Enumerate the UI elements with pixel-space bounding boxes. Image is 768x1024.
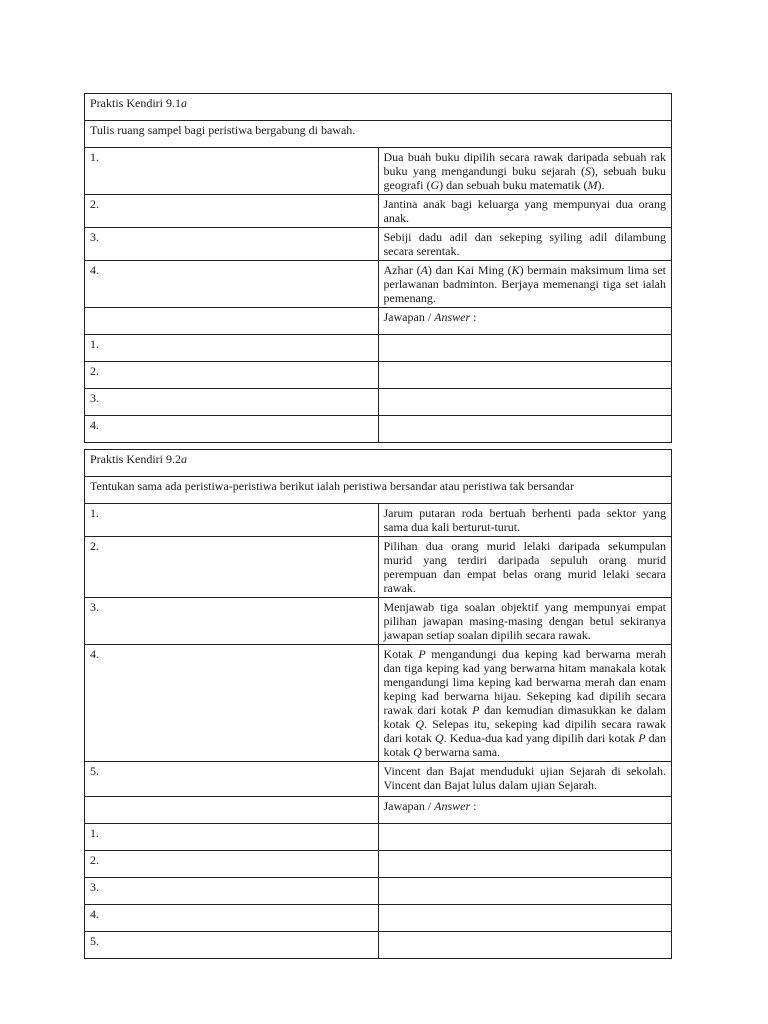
question-text	[378, 228, 672, 261]
question-text-run: ) bermain maksimum lima set perlawanan badminton. Berjaya memenangi tiga set ialah pemenang.	[383, 263, 666, 305]
question-text-run: Jantina anak bagi keluarga yang mempunyai dua orang anak.	[383, 197, 666, 225]
variable-letter: P	[638, 731, 646, 745]
worksheet-title-row	[85, 450, 672, 477]
answer-number: 4.	[85, 905, 379, 932]
question-number: 4.	[85, 645, 379, 762]
question-text	[378, 645, 672, 762]
question-text-run: ) dan Kai Ming (	[427, 263, 512, 277]
variable-letter: G	[430, 178, 440, 192]
variable-letter: A	[420, 263, 428, 277]
question-text	[378, 598, 672, 645]
answer-header-row	[85, 308, 672, 335]
question-number: 1.	[85, 148, 379, 195]
answer-row	[85, 335, 672, 362]
question-text-run: Azhar (	[383, 263, 421, 277]
worksheet-9-1a-table	[84, 93, 672, 443]
answer-label-en: Answer	[434, 799, 471, 813]
question-text-run: ) dan sebuah buku matematik (	[439, 178, 588, 192]
worksheet-title-suffix: a	[181, 452, 187, 466]
question-text-run: Kotak	[383, 647, 419, 661]
answer-space[interactable]	[378, 851, 672, 878]
question-text-run: ).	[597, 178, 605, 192]
question-number: 5.	[85, 762, 379, 797]
question-text-run: . Kedua-dua kad yang dipilih dari kotak	[443, 731, 639, 745]
question-text	[378, 195, 672, 228]
answer-label-ms: Jawapan /	[383, 799, 435, 813]
answer-row	[85, 878, 672, 905]
question-text-run: . Selepas itu, sekeping kad dipilih secara rawak dari kotak	[383, 717, 666, 745]
question-text-run: Vincent dan Bajat menduduki ujian Sejarah di sekolah. Vincent dan Bajat lulus dalam ujian Sejarah.	[383, 764, 666, 792]
question-text-run: berwarna sama.	[421, 745, 501, 759]
question-number: 2.	[85, 537, 379, 598]
question-text-run: Jarum putaran roda bertuah berhenti pada sektor yang sama dua kali berturut-turut.	[383, 506, 666, 534]
answer-space[interactable]	[378, 416, 672, 443]
answer-label	[378, 308, 672, 335]
answer-label	[378, 797, 672, 824]
answer-space[interactable]	[378, 905, 672, 932]
answer-row	[85, 905, 672, 932]
answer-row	[85, 851, 672, 878]
question-row	[85, 228, 672, 261]
answer-space[interactable]	[378, 824, 672, 851]
question-row	[85, 504, 672, 537]
variable-letter: M	[587, 178, 598, 192]
variable-letter: P	[472, 703, 480, 717]
question-text-run: Dua buah buku dipilih secara rawak daripada sebuah rak buku yang mengandungi buku sejarah (	[383, 150, 666, 178]
answer-header-spacer	[85, 308, 379, 335]
question-row	[85, 148, 672, 195]
question-text-run: dan kemudian dimasukkan ke dalam kotak	[383, 703, 666, 731]
question-row	[85, 195, 672, 228]
answer-row	[85, 362, 672, 389]
instruction-text: Tentukan sama ada peristiwa-peristiwa berikut ialah peristiwa bersandar atau peristiwa tak bersandar	[85, 477, 672, 504]
instruction-text: Tulis ruang sampel bagi peristiwa bergabung di bawah.	[85, 121, 672, 148]
answer-header-row	[85, 797, 672, 824]
question-text	[378, 504, 672, 537]
instruction-row	[85, 121, 672, 148]
answer-label-suffix: :	[470, 799, 477, 813]
question-text	[378, 537, 672, 598]
answer-number: 5.	[85, 932, 379, 959]
question-text-run: dan kotak	[383, 731, 666, 759]
worksheet-title-text: Praktis Kendiri 9.2	[90, 452, 181, 466]
question-number: 2.	[85, 195, 379, 228]
question-row	[85, 762, 672, 797]
question-row	[85, 645, 672, 762]
worksheet-title-text: Praktis Kendiri 9.1	[90, 96, 181, 110]
answer-row	[85, 389, 672, 416]
variable-letter: P	[418, 647, 426, 661]
worksheet-title	[85, 94, 672, 121]
answer-row	[85, 932, 672, 959]
answer-number: 2.	[85, 851, 379, 878]
answer-header-spacer	[85, 797, 379, 824]
question-number: 3.	[85, 228, 379, 261]
question-row	[85, 598, 672, 645]
question-number: 3.	[85, 598, 379, 645]
variable-letter: Q	[435, 731, 444, 745]
answer-number: 1.	[85, 335, 379, 362]
answer-number: 3.	[85, 389, 379, 416]
question-number: 1.	[85, 504, 379, 537]
answer-label-ms: Jawapan /	[383, 310, 435, 324]
answer-number: 1.	[85, 824, 379, 851]
question-text-run: Sebiji dadu adil dan sekeping syiling adil dilambung secara serentak.	[383, 230, 666, 258]
question-text-run: Menjawab tiga soalan objektif yang mempunyai empat pilihan jawapan masing-masing dengan betul sekiranya jawapan setiap soalan dipilih secara rawak.	[383, 600, 666, 642]
question-text	[378, 762, 672, 797]
variable-letter: S	[584, 164, 591, 178]
variable-letter: Q	[415, 717, 424, 731]
answer-number: 3.	[85, 878, 379, 905]
question-text-run: mengandungi dua keping kad berwarna merah dan tiga keping kad yang berwarna hitam manakala kotak mengandungi lima keping kad berwarna merah dan enam keping kad berwarna hijau. Sekeping kad dipilih secara rawak dari kotak	[383, 647, 666, 717]
answer-label-suffix: :	[470, 310, 477, 324]
question-row	[85, 537, 672, 598]
question-number: 4.	[85, 261, 379, 308]
answer-row	[85, 416, 672, 443]
variable-letter: K	[511, 263, 520, 277]
answer-label-en: Answer	[434, 310, 471, 324]
answer-space[interactable]	[378, 362, 672, 389]
worksheet-title-row	[85, 94, 672, 121]
question-text	[378, 148, 672, 195]
worksheet-9-2a-table	[84, 449, 672, 959]
answer-space[interactable]	[378, 389, 672, 416]
answer-row	[85, 824, 672, 851]
question-row	[85, 261, 672, 308]
variable-letter: Q	[413, 745, 422, 759]
answer-number: 2.	[85, 362, 379, 389]
question-text	[378, 261, 672, 308]
question-text-run: ), sebuah buku geografi (	[383, 164, 666, 192]
answer-space[interactable]	[378, 878, 672, 905]
question-text-run: Pilihan dua orang murid lelaki daripada sekumpulan murid yang terdiri daripada sepuluh orang murid perempuan dan empat belas orang murid lelaki secara rawak.	[383, 539, 666, 595]
answer-space[interactable]	[378, 335, 672, 362]
answer-space[interactable]	[378, 932, 672, 959]
answer-number: 4.	[85, 416, 379, 443]
instruction-row	[85, 477, 672, 504]
worksheet-title	[85, 450, 672, 477]
worksheet-title-suffix: a	[181, 96, 187, 110]
